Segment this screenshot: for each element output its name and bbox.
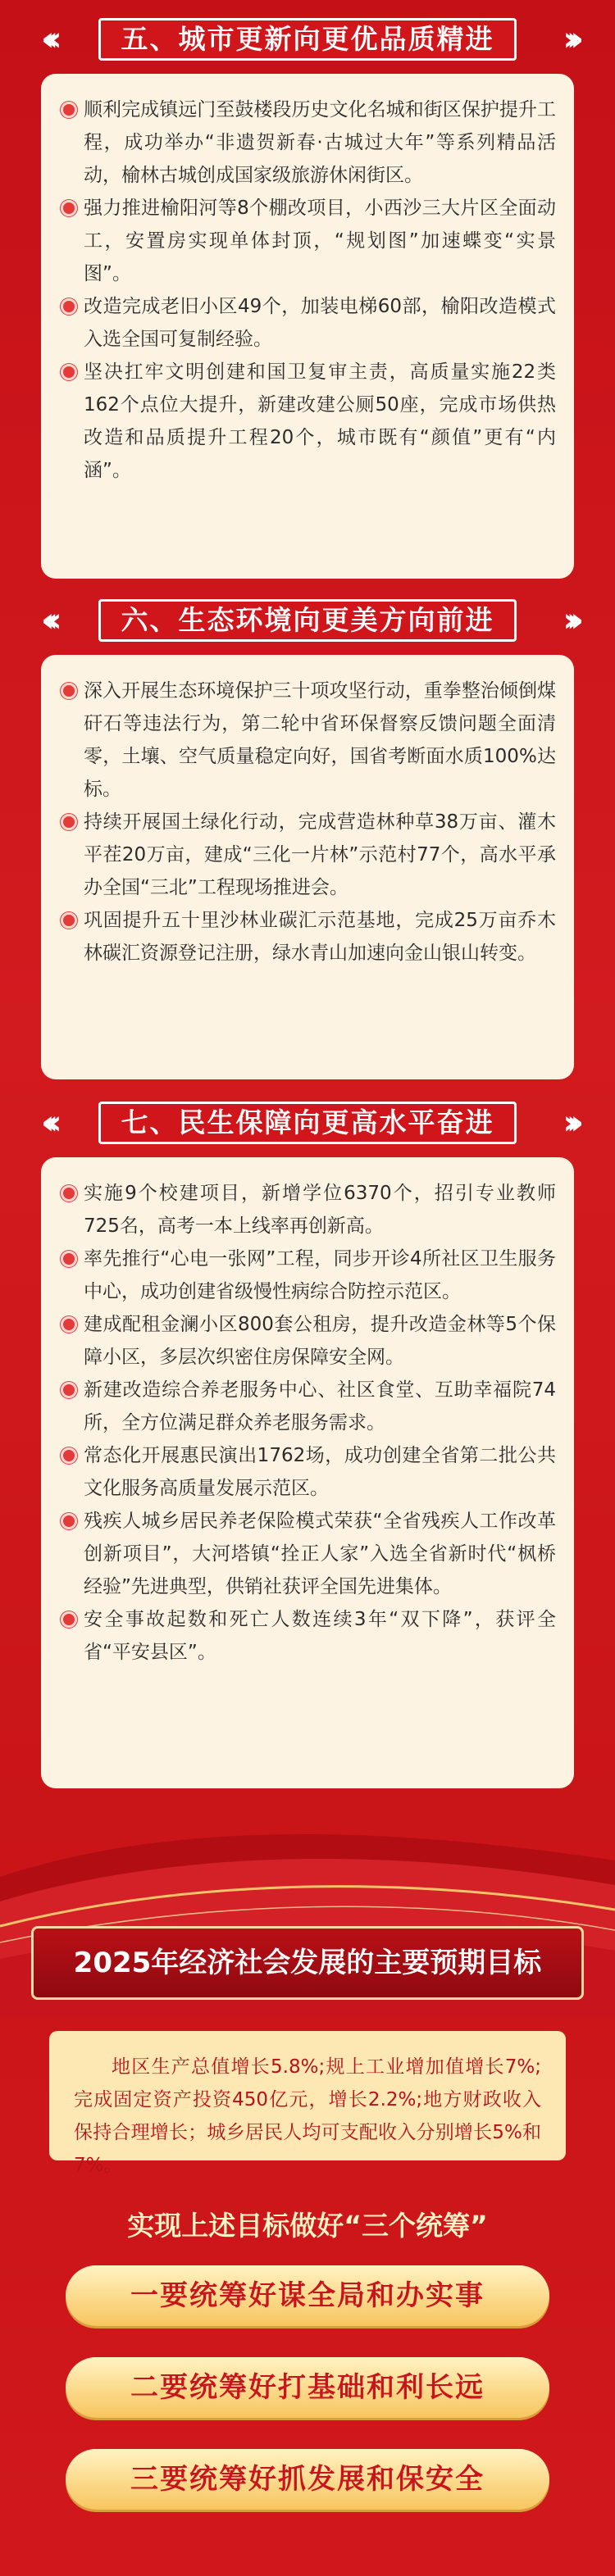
bullet-icon [61, 814, 77, 830]
chevron-right-icon: ››› [563, 1104, 574, 1142]
bullet-icon [61, 912, 77, 929]
list-item: 巩固提升五十里沙林业碳汇示范基地，完成25万亩乔木林碳汇资源登记注册，绿水青山加速向金山银山转变。 [59, 904, 556, 970]
chevron-left-icon: ‹‹‹ [41, 20, 52, 58]
coordination-item-3: 三要统筹好抓发展和保安全 [66, 2449, 549, 2510]
chevron-left-icon: ‹‹‹ [41, 602, 52, 639]
bullet-icon [61, 102, 77, 118]
bullet-icon [61, 1185, 77, 1202]
bullet-icon [61, 200, 77, 216]
section-title: 六、生态环境向更美方向前进 [98, 599, 517, 642]
goals-text: 地区生产总值增长5.8%;规上工业增加值增长7%;完成固定资产投资450亿元，增长2.2%;地方财政收入保持合理增长；城乡居民人均可支配收入分别增长5%和7%。 [49, 2031, 566, 2160]
list-item: 残疾人城乡居民养老保险模式荣获“全省残疾人工作改革创新项目”，大河塔镇“拴正人家”入选全省新时代“枫桥经验”先进典型，供销社获评全国先进集体。 [59, 1505, 556, 1603]
list-item: 常态化开展惠民演出1762场，成功创建全省第二批公共文化服务高质量发展示范区。 [59, 1439, 556, 1505]
chevron-right-icon: ››› [563, 20, 574, 58]
section-header [41, 1098, 574, 1147]
bullet-icon [61, 1316, 77, 1333]
bullet-icon [61, 364, 77, 380]
section-title: 七、民生保障向更高水平奋进 [98, 1102, 517, 1144]
bullet-icon [61, 1251, 77, 1267]
chevron-left-icon: ‹‹‹ [41, 1104, 52, 1142]
bullet-icon [61, 1513, 77, 1529]
section-header [41, 15, 574, 64]
coordination-item-2: 二要统筹好打基础和利长远 [66, 2357, 549, 2418]
bullet-icon [61, 1447, 77, 1464]
coordination-item-1: 一要统筹好谋全局和办实事 [66, 2265, 549, 2326]
list-item: 率先推行“心电一张网”工程，同步开诊4所社区卫生服务中心，成功创建省级慢性病综合防控示范区。 [59, 1243, 556, 1308]
goals-title: 2025年经济社会发展的主要预期目标 [31, 1926, 584, 2000]
bullet-icon [61, 298, 77, 315]
coordination-title: 实现上述目标做好“三个统筹” [127, 2210, 488, 2242]
bullet-icon [61, 1382, 77, 1398]
chevron-right-icon: ››› [563, 602, 574, 639]
list-item: 顺利完成镇远门至鼓楼段历史文化名城和街区保护提升工程，成功举办“非遗贺新春·古城过大年”等系列精品活动，榆林古城创成国家级旅游休闲街区。 [59, 93, 556, 192]
section-header [41, 596, 574, 645]
bullet-icon [61, 683, 77, 699]
list-item: 坚决扛牢文明创建和国卫复审主责，高质量实施22类162个点位大提升，新建改建公厕50座，完成市场供热改造和品质提升工程20个，城市既有“颜值”更有“内涵”。 [59, 356, 556, 487]
list-item: 改造完成老旧小区49个，加装电梯60部，榆阳改造模式入选全国可复制经验。 [59, 290, 556, 356]
list-item: 强力推进榆阳河等8个棚改项目，小西沙三大片区全面动工，安置房实现单体封顶，“规划图”加速蝶变“实景图”。 [59, 192, 556, 290]
list-item: 安全事故起数和死亡人数连续3年“双下降”，获评全省“平安县区”。 [59, 1603, 556, 1669]
section-title: 五、城市更新向更优品质精进 [98, 18, 517, 61]
section-card [41, 74, 574, 579]
list-item: 实施9个校建项目，新增学位6370个，招引专业教师725名，高考一本上线率再创新高。 [59, 1177, 556, 1243]
list-item: 持续开展国土绿化行动，完成营造林种草38万亩、灌木平茬20万亩，建成“三化一片林”示范村77个，高水平承办全国“三北”工程现场推进会。 [59, 806, 556, 904]
list-item: 深入开展生态环境保护三十项攻坚行动，重拳整治倾倒煤矸石等违法行为，第二轮中省环保督察反馈问题全面清零，土壤、空气质量稳定向好，国省考断面水质100%达标。 [59, 675, 556, 806]
section-card [41, 655, 574, 1079]
bullet-icon [61, 1611, 77, 1628]
list-item: 建成配租金澜小区800套公租房，提升改造金林等5个保障小区，多层次织密住房保障安全网。 [59, 1308, 556, 1374]
list-item: 新建改造综合养老服务中心、社区食堂、互助幸福院74所，全方位满足群众养老服务需求。 [59, 1374, 556, 1439]
section-card [41, 1157, 574, 1788]
